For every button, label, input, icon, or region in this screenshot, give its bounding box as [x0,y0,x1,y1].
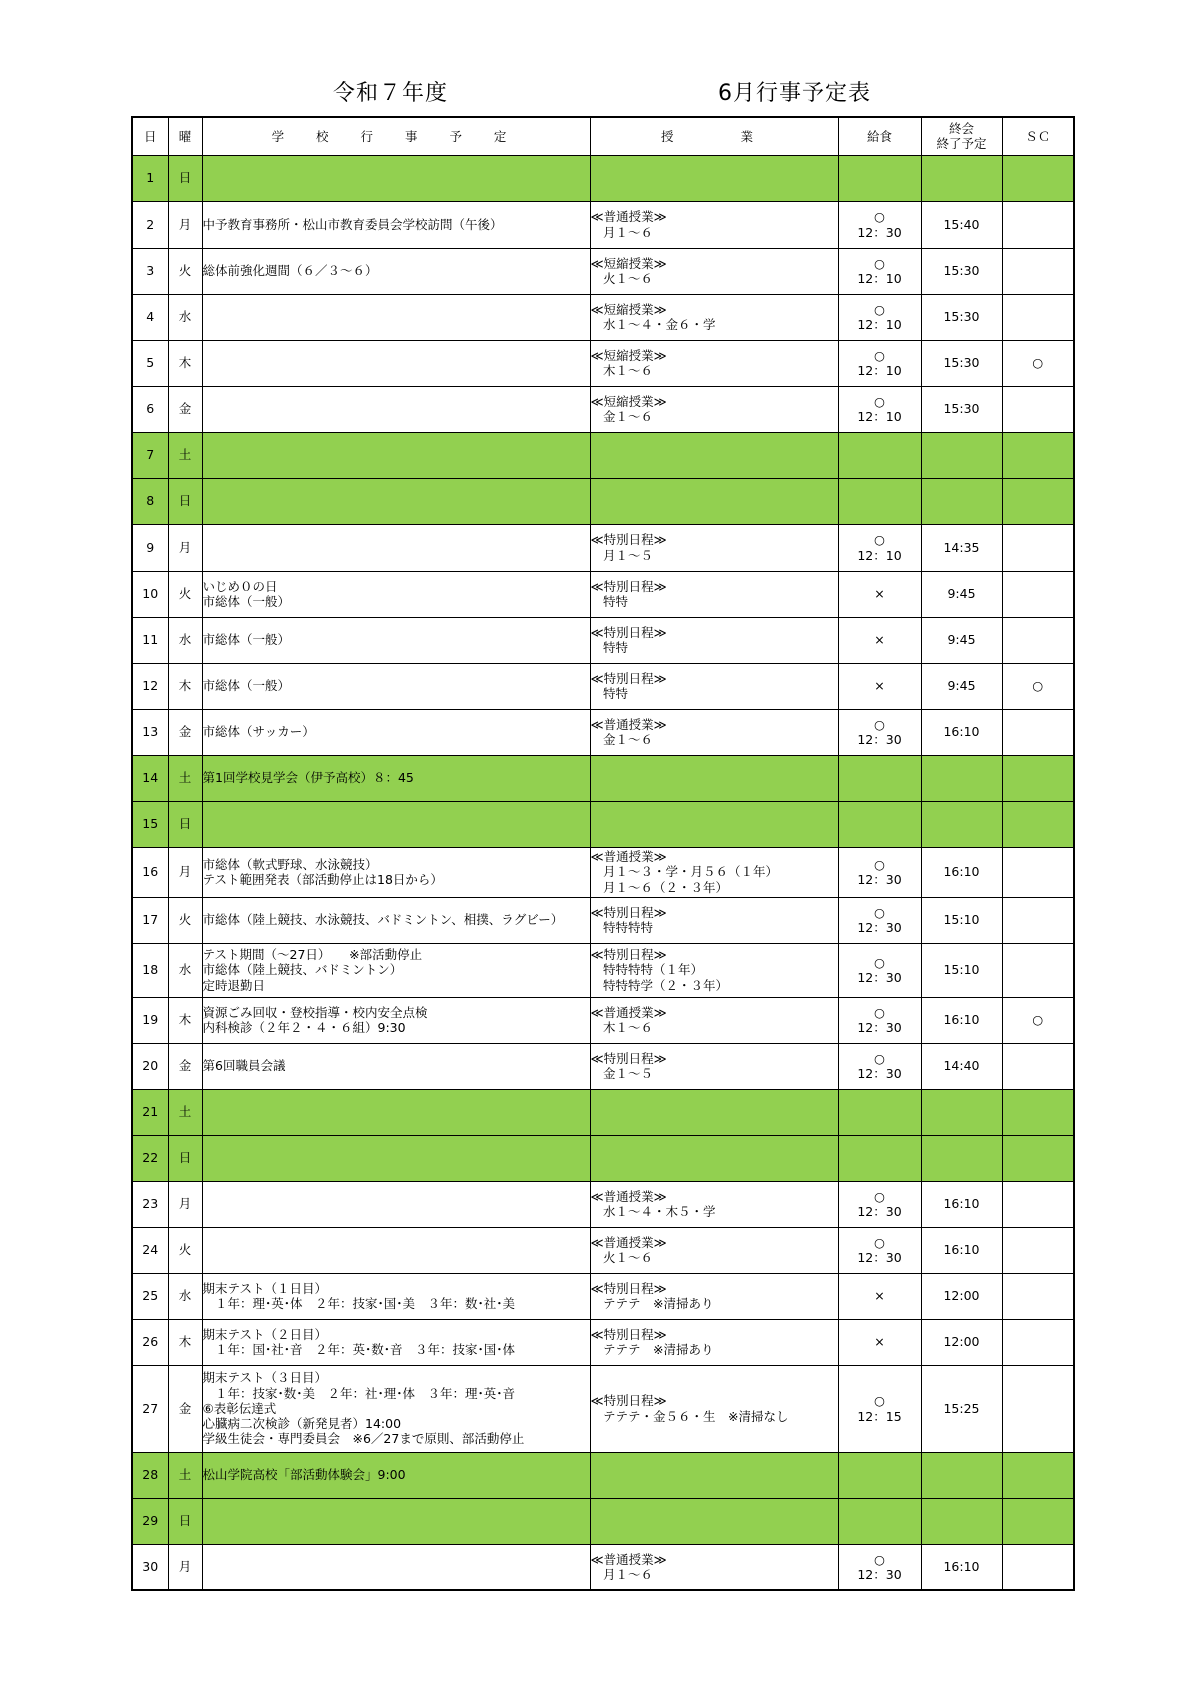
classes-cell: ≪普通授業≫ 木１～６ [590,997,838,1043]
table-row [132,1498,1074,1544]
table-row [132,617,1074,663]
day-cell: 18 [132,943,168,997]
sc-cell [1002,478,1074,524]
end-time-cell: 14:35 [921,524,1002,571]
classes-cell: ≪特別日程≫ 特特 [590,571,838,617]
end-time-cell [921,478,1002,524]
weekday-cell: 日 [168,478,202,524]
classes-cell: ≪短縮授業≫ 火１～６ [590,248,838,294]
day-cell: 14 [132,755,168,801]
weekday-cell: 水 [168,943,202,997]
classes-cell [590,432,838,478]
table-row [132,571,1074,617]
classes-cell [590,801,838,847]
day-cell: 20 [132,1043,168,1089]
events-cell: 松山学院高校「部活動体験会」9:00 [202,1452,590,1498]
classes-cell: ≪特別日程≫ 特特 [590,617,838,663]
lunch-cell [838,1135,921,1181]
events-cell [202,386,590,432]
table-row [132,524,1074,571]
weekday-cell: 火 [168,897,202,943]
end-time-cell: 15:25 [921,1365,1002,1452]
classes-cell [590,1498,838,1544]
table-row [132,801,1074,847]
col-header-events: 学 校 行 事 予 定 [202,117,590,155]
weekday-cell: 木 [168,1319,202,1365]
table-row [132,294,1074,340]
lunch-cell [838,755,921,801]
lunch-mark: × [874,586,885,602]
col-header-classes: 授 業 [590,117,838,155]
lunch-mark: × [874,1334,885,1350]
table-row [132,709,1074,755]
classes-cell: ≪特別日程≫ テテテ ※清掃あり [590,1273,838,1319]
weekday-cell: 金 [168,386,202,432]
day-cell: 8 [132,478,168,524]
lunch-time: 12：30 [857,1204,902,1219]
lunch-mark: ○ [874,301,885,317]
lunch-time: 12：10 [857,271,902,286]
table-row [132,663,1074,709]
lunch-mark: × [874,632,885,648]
sc-cell [1002,1181,1074,1227]
table-row [132,1135,1074,1181]
day-cell: 12 [132,663,168,709]
table-row [132,1043,1074,1089]
end-time-cell: 15:30 [921,386,1002,432]
classes-cell: ≪短縮授業≫ 水１～４・金６・学 [590,294,838,340]
table-row [132,897,1074,943]
lunch-mark: ○ [874,954,885,970]
weekday-cell: 日 [168,1135,202,1181]
sc-cell [1002,1498,1074,1544]
lunch-cell [838,617,921,663]
lunch-cell [838,943,921,997]
col-header-end-line2: 終了予定 [936,136,987,152]
sc-cell [1002,155,1074,201]
day-cell: 13 [132,709,168,755]
events-cell [202,524,590,571]
end-time-cell [921,155,1002,201]
end-time-cell: 16:10 [921,847,1002,897]
day-cell: 11 [132,617,168,663]
lunch-mark: ○ [874,209,885,225]
classes-cell: ≪普通授業≫ 月１～６ [590,1544,838,1590]
events-cell [202,155,590,201]
weekday-cell: 木 [168,340,202,386]
lunch-mark: ○ [874,1551,885,1567]
events-cell: 総体前強化週間（６／３～６） [202,248,590,294]
end-time-cell: 16:10 [921,997,1002,1043]
events-cell: 第6回職員会議 [202,1043,590,1089]
table-row [132,1452,1074,1498]
col-header-end [921,117,1002,155]
weekday-cell: 土 [168,755,202,801]
events-cell: 市総体（陸上競技、水泳競技、バドミントン、相撲、ラグビー） [202,897,590,943]
lunch-cell [838,386,921,432]
lunch-cell [838,1181,921,1227]
lunch-cell [838,294,921,340]
classes-cell [590,1089,838,1135]
weekday-cell: 金 [168,1043,202,1089]
classes-cell [590,755,838,801]
classes-cell: ≪特別日程≫ 特特特特 [590,897,838,943]
classes-cell: ≪特別日程≫ 特特 [590,663,838,709]
classes-cell: ≪特別日程≫ テテテ ※清掃あり [590,1319,838,1365]
end-time-cell: 16:10 [921,1227,1002,1273]
events-cell [202,1135,590,1181]
lunch-cell [838,432,921,478]
table-row [132,340,1074,386]
classes-cell: ≪普通授業≫ 火１～６ [590,1227,838,1273]
events-cell [202,1089,590,1135]
sc-cell [1002,571,1074,617]
lunch-time: 12：30 [857,920,902,935]
col-header-weekday: 曜 [168,117,202,155]
col-header-sc: ＳＣ [1002,117,1074,155]
classes-cell: ≪短縮授業≫ 金１～６ [590,386,838,432]
events-cell: 市総体（一般） [202,617,590,663]
sc-cell [1002,524,1074,571]
sc-cell [1002,1043,1074,1089]
lunch-cell [838,571,921,617]
end-time-cell: 14:40 [921,1043,1002,1089]
sc-cell [1002,201,1074,248]
sc-cell [1002,1227,1074,1273]
sc-cell [1002,897,1074,943]
sc-cell [1002,294,1074,340]
sc-cell [1002,801,1074,847]
classes-cell [590,1135,838,1181]
lunch-cell [838,1227,921,1273]
sc-cell: ○ [1002,340,1074,386]
lunch-cell [838,997,921,1043]
sc-cell [1002,943,1074,997]
lunch-cell [838,1319,921,1365]
col-header-lunch: 給食 [838,117,921,155]
events-cell [202,294,590,340]
lunch-cell [838,1452,921,1498]
end-time-cell: 9:45 [921,663,1002,709]
lunch-mark: ○ [874,532,885,548]
events-cell: 中予教育事務所・松山市教育委員会学校訪問（午後） [202,201,590,248]
table-row [132,997,1074,1043]
lunch-cell [838,1544,921,1590]
day-cell: 22 [132,1135,168,1181]
lunch-time: 12：10 [857,547,902,563]
weekday-cell: 月 [168,1181,202,1227]
end-time-cell: 9:45 [921,617,1002,663]
sc-cell [1002,1544,1074,1590]
weekday-cell: 火 [168,1227,202,1273]
sc-cell [1002,1089,1074,1135]
sc-cell [1002,386,1074,432]
lunch-time: 12：10 [857,409,902,424]
day-cell: 5 [132,340,168,386]
events-cell [202,1181,590,1227]
day-cell: 29 [132,1498,168,1544]
day-cell: 26 [132,1319,168,1365]
lunch-mark: ○ [874,1050,885,1066]
table-row [132,201,1074,248]
weekday-cell: 水 [168,294,202,340]
table-row [132,248,1074,294]
table-row [132,386,1074,432]
end-time-cell: 15:10 [921,943,1002,997]
events-cell [202,801,590,847]
table-row [132,478,1074,524]
sc-cell [1002,432,1074,478]
lunch-mark: ○ [874,347,885,363]
classes-cell: ≪特別日程≫ 金１～５ [590,1043,838,1089]
sc-cell [1002,1319,1074,1365]
events-cell: 期末テスト（３日目） １年：技家･数･美 ２年：社･理･体 ３年：理･英･音 ⑥表彰伝達式 心臓病二次検診（新発見者）14:00 学級生徒会・専門委員会 ※6／27まで原則、部活動停止 [202,1365,590,1452]
classes-cell: ≪普通授業≫ 月１～６ [590,201,838,248]
end-time-cell: 15:30 [921,248,1002,294]
sc-cell [1002,1135,1074,1181]
table-row [132,1319,1074,1365]
table-row [132,432,1074,478]
events-cell [202,478,590,524]
day-cell: 7 [132,432,168,478]
weekday-cell: 水 [168,1273,202,1319]
table-row [132,155,1074,201]
classes-cell: ≪普通授業≫ 金１～６ [590,709,838,755]
events-cell: 市総体（一般） [202,663,590,709]
end-time-cell: 16:10 [921,1544,1002,1590]
end-time-cell [921,1452,1002,1498]
table-row [132,1089,1074,1135]
lunch-time: 12：10 [857,317,902,332]
lunch-mark: ○ [874,255,885,271]
lunch-cell [838,155,921,201]
classes-cell: ≪特別日程≫ 月１～５ [590,524,838,571]
lunch-time: 12：10 [857,363,902,378]
lunch-cell [838,1498,921,1544]
table-row [132,1227,1074,1273]
lunch-cell [838,663,921,709]
day-cell: 4 [132,294,168,340]
classes-cell [590,1452,838,1498]
end-time-cell [921,801,1002,847]
events-cell: テスト期間（～27日） ※部活動停止 市総体（陸上競技、バドミントン） 定時退勤日 [202,943,590,997]
end-time-cell: 15:30 [921,340,1002,386]
day-cell: 25 [132,1273,168,1319]
lunch-cell [838,1043,921,1089]
lunch-cell [838,478,921,524]
lunch-time: 12：30 [857,732,902,747]
events-cell [202,1498,590,1544]
day-cell: 16 [132,847,168,897]
table-row [132,755,1074,801]
month-title: 6月行事予定表 [718,81,871,106]
lunch-mark: × [874,1288,885,1304]
weekday-cell: 土 [168,1089,202,1135]
table-row [132,1544,1074,1590]
lunch-cell [838,801,921,847]
end-time-cell [921,755,1002,801]
lunch-cell [838,201,921,248]
table-row [132,1273,1074,1319]
classes-cell: ≪特別日程≫ 特特特特（１年） 特特特学（２・３年） [590,943,838,997]
day-cell: 1 [132,155,168,201]
lunch-time: 12：30 [857,872,902,887]
end-time-cell: 16:10 [921,709,1002,755]
events-cell: 市総体（サッカー） [202,709,590,755]
day-cell: 10 [132,571,168,617]
end-time-cell: 15:10 [921,897,1002,943]
sc-cell [1002,617,1074,663]
classes-cell: ≪短縮授業≫ 木１～６ [590,340,838,386]
classes-cell [590,155,838,201]
sc-cell [1002,1452,1074,1498]
weekday-cell: 火 [168,571,202,617]
lunch-mark: ○ [874,1188,885,1204]
lunch-mark: ○ [874,393,885,409]
sc-cell [1002,248,1074,294]
col-header-day: 日 [132,117,168,155]
sc-cell [1002,1273,1074,1319]
events-cell [202,340,590,386]
day-cell: 6 [132,386,168,432]
lunch-cell [838,1273,921,1319]
header-row [132,117,1074,155]
sc-cell [1002,1365,1074,1452]
schedule-table [131,116,1075,1591]
lunch-time: 12：30 [857,1020,902,1035]
lunch-time: 12：30 [857,224,902,240]
lunch-time: 12：15 [857,1408,902,1424]
table-row [132,1365,1074,1452]
lunch-mark: ○ [874,1004,885,1020]
lunch-cell [838,340,921,386]
lunch-mark: ○ [874,716,885,732]
day-cell: 3 [132,248,168,294]
day-cell: 28 [132,1452,168,1498]
lunch-time: 12：30 [857,1250,902,1265]
classes-cell [590,478,838,524]
day-cell: 2 [132,201,168,248]
lunch-time: 12：30 [857,1066,902,1081]
lunch-mark: ○ [874,1234,885,1250]
table-row [132,1181,1074,1227]
end-time-cell [921,1089,1002,1135]
events-cell: 資源ごみ回収・登校指導・校内安全点検 内科検診（２年２・４・６組）9:30 [202,997,590,1043]
day-cell: 23 [132,1181,168,1227]
lunch-cell [838,524,921,571]
day-cell: 30 [132,1544,168,1590]
weekday-cell: 木 [168,997,202,1043]
day-cell: 17 [132,897,168,943]
year-title: 令和７年度 [333,81,449,106]
lunch-cell [838,1365,921,1452]
weekday-cell: 木 [168,663,202,709]
sc-cell [1002,709,1074,755]
sc-cell: ○ [1002,663,1074,709]
end-time-cell [921,1135,1002,1181]
day-cell: 21 [132,1089,168,1135]
sc-cell: ○ [1002,997,1074,1043]
table-row [132,847,1074,897]
weekday-cell: 水 [168,617,202,663]
day-cell: 19 [132,997,168,1043]
col-header-end-line1: 終会 [948,121,974,136]
weekday-cell: 日 [168,801,202,847]
lunch-mark: × [874,678,885,694]
lunch-cell [838,248,921,294]
weekday-cell: 月 [168,201,202,248]
weekday-cell: 日 [168,155,202,201]
weekday-cell: 月 [168,524,202,571]
weekday-cell: 火 [168,248,202,294]
weekday-cell: 土 [168,432,202,478]
end-time-cell: 12:00 [921,1319,1002,1365]
events-cell [202,432,590,478]
weekday-cell: 日 [168,1498,202,1544]
events-cell: 第1回学校見学会（伊予高校）８：45 [202,755,590,801]
weekday-cell: 金 [168,1365,202,1452]
sc-cell [1002,755,1074,801]
end-time-cell [921,432,1002,478]
classes-cell: ≪特別日程≫ テテテ・金５６・生 ※清掃なし [590,1365,838,1452]
end-time-cell: 9:45 [921,571,1002,617]
lunch-mark: ○ [874,1393,885,1409]
lunch-cell [838,847,921,897]
end-time-cell: 12:00 [921,1273,1002,1319]
lunch-mark: ○ [874,904,885,920]
end-time-cell: 15:30 [921,294,1002,340]
classes-cell: ≪普通授業≫ 水１～４・木５・学 [590,1181,838,1227]
weekday-cell: 月 [168,847,202,897]
end-time-cell: 16:10 [921,1181,1002,1227]
events-cell [202,1544,590,1590]
events-cell [202,1227,590,1273]
day-cell: 27 [132,1365,168,1452]
weekday-cell: 月 [168,1544,202,1590]
weekday-cell: 金 [168,709,202,755]
lunch-cell [838,897,921,943]
events-cell: いじめ０の日 市総体（一般） [202,571,590,617]
lunch-time: 12：30 [857,1566,902,1582]
day-cell: 15 [132,801,168,847]
lunch-time: 12：30 [857,970,902,985]
day-cell: 9 [132,524,168,571]
events-cell: 期末テスト（１日目） １年：理･英･体 ２年：技家･国･美 ３年：数･社･美 [202,1273,590,1319]
lunch-cell [838,1089,921,1135]
end-time-cell: 15:40 [921,201,1002,248]
lunch-mark: ○ [874,856,885,872]
events-cell: 期末テスト（２日目） １年：国･社･音 ２年：英･数･音 ３年：技家･国･体 [202,1319,590,1365]
sc-cell [1002,847,1074,897]
classes-cell: ≪普通授業≫ 月１～３・学・月５６（１年） 月１～６（２・３年） [590,847,838,897]
lunch-cell [838,709,921,755]
day-cell: 24 [132,1227,168,1273]
weekday-cell: 土 [168,1452,202,1498]
events-cell: 市総体（軟式野球、水泳競技） テスト範囲発表（部活動停止は18日から） [202,847,590,897]
table-row [132,943,1074,997]
end-time-cell [921,1498,1002,1544]
